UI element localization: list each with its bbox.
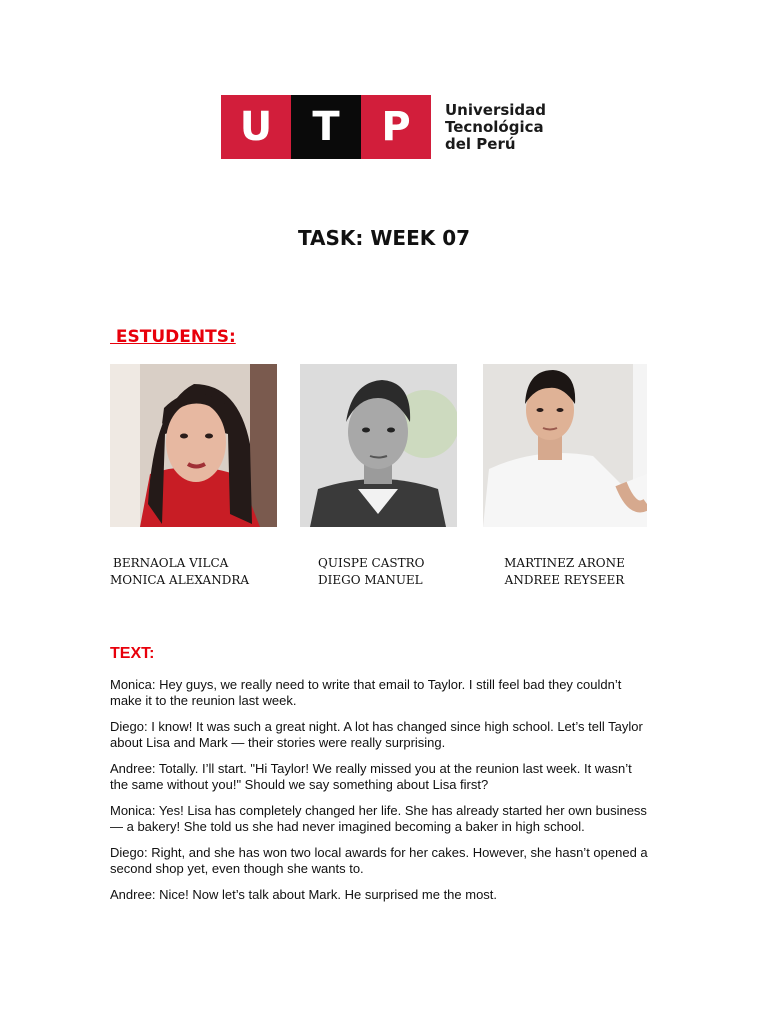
student-photo-diego <box>300 364 457 527</box>
student-name-andree <box>496 555 633 589</box>
student-surname: MARTINEZ ARONE <box>504 556 625 570</box>
logo-letter-u: U <box>221 95 291 159</box>
portrait-illustration <box>110 364 277 527</box>
portrait-illustration <box>483 364 647 527</box>
portrait-illustration <box>300 364 457 527</box>
document-title: TASK: WEEK 07 <box>297 226 471 250</box>
student-given-name: ANDREE REYSEER <box>504 573 625 587</box>
student-given-name: DIEGO MANUEL <box>318 573 423 587</box>
dialogue-paragraph: Andree: Totally. I’ll start. "Hi Taylor! We really missed you at the reunion last week. It wasn’t the same without you!" Should we say something about Lisa first? <box>110 761 632 792</box>
dialogue-paragraph: Diego: I know! It was such a great night. A lot has changed since high school. Let’s tell Taylor about Lisa and Mark — their stories were really surprising. <box>110 719 643 750</box>
logo-wordmark-line: Universidad <box>445 100 547 119</box>
student-photo-andree <box>483 364 647 527</box>
students-heading: ESTUDENTS: <box>110 327 236 347</box>
student-name-diego <box>318 555 425 589</box>
logo-letter-t: T <box>291 95 361 159</box>
logo-wordmark-line: Tecnológica <box>445 117 544 136</box>
logo-letter-p: P <box>361 95 431 159</box>
student-surname: BERNAOLA VILCA <box>113 556 229 570</box>
dialogue-paragraph: Diego: Right, and she has won two local awards for her cakes. However, she hasn’t opened a second shop yet, even though she wants to. <box>110 845 648 876</box>
dialogue-text <box>110 677 650 913</box>
student-surname: QUISPE CASTRO <box>318 556 425 570</box>
text-heading: TEXT: <box>110 645 155 662</box>
student-photo-monica <box>110 364 277 527</box>
student-name-monica <box>110 555 249 589</box>
logo-wordmark-line: del Perú <box>445 134 516 153</box>
dialogue-paragraph: Andree: Nice! Now let’s talk about Mark. He surprised me the most. <box>110 887 498 902</box>
student-given-name: MONICA ALEXANDRA <box>110 573 250 587</box>
utp-logo <box>221 95 546 159</box>
dialogue-paragraph: Monica: Hey guys, we really need to write that email to Taylor. I still feel bad they couldn’t make it to the reunion last week. <box>110 677 622 708</box>
logo-wordmark <box>445 102 546 153</box>
dialogue-paragraph: Monica: Yes! Lisa has completely changed her life. She has already started her own business — a bakery! She told us she had never imagined becoming a baker in high school. <box>110 803 647 834</box>
